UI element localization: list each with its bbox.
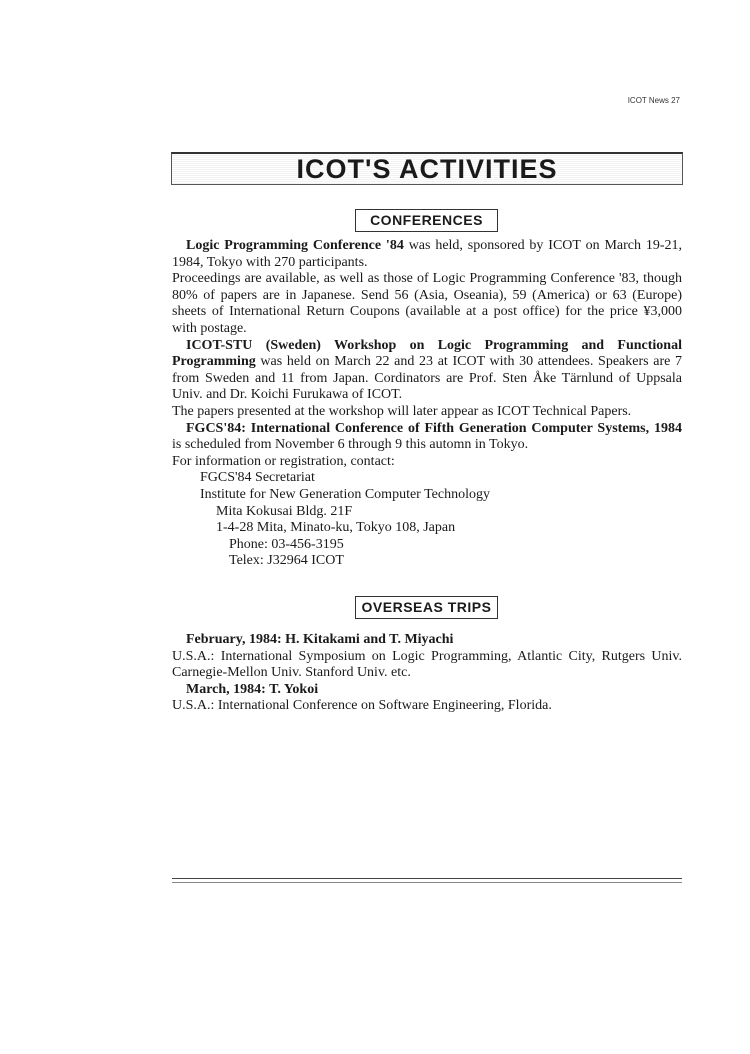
contact-line: FGCS'84 Secretariat [200,470,315,486]
running-head: ICOT News 27 [627,96,680,105]
paragraph-logic-programming-conference [172,238,682,271]
bold-lead: ICOT-STU (Sweden) Workshop on Logic Programming and Functional Programming [172,337,682,370]
conferences-heading: CONFERENCES [355,209,498,232]
contact-line: Mita Kokusai Bldg. 21F [216,503,353,519]
contact-line: Telex: J32964 ICOT [229,553,344,569]
paragraph-text: was held on March 22 and 23 at ICOT with 30 attendees. Speakers are 7 from Sweden and 11 from Japan. Cordinators are Prof. Sten Åke Tärnlund of Uppsala Univ. and Dr. Koichi Furukawa of ICOT. [172,354,682,403]
paragraph-proceedings: Proceedings are available, as well as those of Logic Programming Conference '83, though 80% of papers are in Japanese. Send 56 (Asia, Oseania), 59 (America) or 63 (Europe) sheets of International Return Coupons (available at a post office) for the price ¥3,000 with postage. [172,271,682,336]
overseas-trips-section [172,632,682,715]
bottom-rule [172,878,682,883]
title-banner [171,152,683,185]
paragraph-technical-papers: The papers presented at the workshop will later appear as ICOT Technical Papers. [172,403,632,419]
contact-block [172,470,682,570]
paragraph-fgcs84 [172,421,682,454]
bold-lead: FGCS'84: International Conference of Fifth Generation Computer Systems, 1984 [186,420,682,436]
paragraph-text: was held, sponsored by ICOT on March 19-21, 1984, Tokyo with 270 participants. [172,238,683,270]
trip-heading: March, 1984: T. Yokoi [186,681,319,697]
paragraph-contact-intro: For information or registration, contact: [172,453,395,469]
overseas-trips-heading: OVERSEAS TRIPS [355,596,498,619]
conferences-section [172,238,682,570]
trip-heading: February, 1984: H. Kitakami and T. Miyachi [186,632,454,647]
contact-line: 1-4-28 Mita, Minato-ku, Tokyo 108, Japan [216,520,456,536]
page-title: ICOT'S ACTIVITIES [296,154,558,184]
trip-text: U.S.A.: International Conference on Software Engineering, Florida. [172,698,552,714]
trip-text: U.S.A.: International Symposium on Logic Programming, Atlantic City, Rutgers Univ. Carnegie-Mellon Univ. Stanford Univ. etc. [172,648,682,681]
paragraph-icot-stu-workshop [172,338,682,404]
contact-line: Institute for New Generation Computer Technology [200,486,490,502]
paragraph-text: is scheduled from November 6 through 9 this automn in Tokyo. [172,437,529,453]
bold-lead: Logic Programming Conference '84 [186,238,404,253]
contact-line: Phone: 03-456-3195 [229,536,344,552]
